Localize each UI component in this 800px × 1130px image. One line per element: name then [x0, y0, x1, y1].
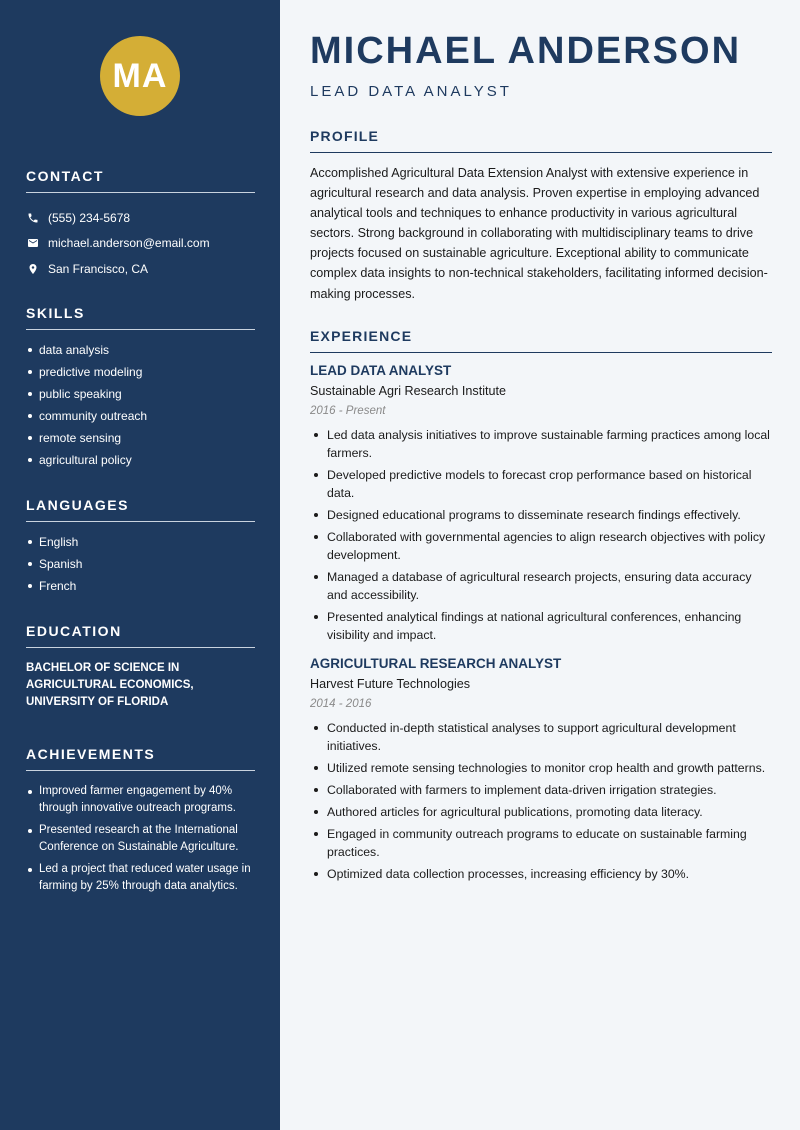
job-bullets: [310, 426, 772, 644]
profile-section: [310, 128, 772, 304]
skills-heading: SKILLS: [26, 305, 255, 330]
job-company: Sustainable Agri Research Institute: [310, 384, 507, 398]
candidate-name: MICHAEL ANDERSON: [310, 30, 742, 72]
contact-phone: [26, 205, 255, 231]
job-bullet: Developed predictive models to forecast crop performance based on historical data.: [310, 466, 772, 502]
languages-list: [26, 534, 255, 600]
achievement-item: Improved farmer engagement by 40% through innovative outreach programs.: [26, 783, 255, 817]
profile-text: Accomplished Agricultural Data Extension Analyst with extensive experience in agricultural research and data analysis. Proven expertise in employing advanced analytical tools and techniques to enhance productivity in various agricultural sectors. Strong background in collaborating with multidisciplinary teams to drive projects focused on sustainable agriculture. Exceptional ability to communicate complex data insights to non-technical stakeholders, facilitating informed decision-making processes.: [310, 166, 768, 301]
job-bullet: Collaborated with governmental agencies to align research objectives with policy development.: [310, 528, 772, 564]
job-dates: 2016 - Present: [310, 405, 386, 417]
job-bullet: Collaborated with farmers to implement data-driven irrigation strategies.: [310, 781, 772, 799]
avatar-initials: MA: [100, 36, 180, 116]
candidate-title: LEAD DATA ANALYST: [310, 83, 512, 100]
experience-section: [310, 328, 772, 887]
skills-list: [26, 342, 255, 474]
contact-heading: CONTACT: [26, 168, 255, 193]
education-heading: EDUCATION: [26, 623, 255, 648]
skill-item: data analysis: [26, 342, 255, 364]
job-bullet: Engaged in community outreach programs to educate on sustainable farming practices.: [310, 825, 772, 861]
job-dates: 2014 - 2016: [310, 698, 372, 710]
job-title: AGRICULTURAL RESEARCH ANALYST: [310, 656, 562, 671]
job-bullet: Authored articles for agricultural publications, promoting data literacy.: [310, 803, 772, 821]
contact-phone-text: (555) 234-5678: [48, 210, 131, 225]
education-section: [26, 623, 255, 711]
email-icon: [26, 236, 40, 250]
job-bullet: Conducted in-depth statistical analyses to support agricultural development initiatives.: [310, 719, 772, 755]
language-item: English: [26, 534, 255, 556]
language-item: Spanish: [26, 556, 255, 578]
job-bullet: Presented analytical findings at national agricultural conferences, enhancing visibility and impact.: [310, 608, 772, 644]
job-bullet: Led data analysis initiatives to improve sustainable farming practices among local farmers.: [310, 426, 772, 462]
job-title: LEAD DATA ANALYST: [310, 363, 452, 378]
job-company: Harvest Future Technologies: [310, 677, 471, 691]
achievements-heading: ACHIEVEMENTS: [26, 746, 255, 771]
job-bullet: Utilized remote sensing technologies to monitor crop health and growth patterns.: [310, 759, 772, 777]
languages-heading: LANGUAGES: [26, 497, 255, 522]
job-entry: [310, 656, 772, 883]
contact-email-text: michael.anderson@email.com: [48, 236, 210, 251]
education-degree: BACHELOR OF SCIENCE IN AGRICULTURAL ECONOMICS, UNIVERSITY OF FLORIDA: [26, 662, 194, 708]
skill-item: community outreach: [26, 408, 255, 430]
job-entry: [310, 363, 772, 644]
contact-location: [26, 256, 255, 282]
achievement-item: Led a project that reduced water usage in farming by 25% through data analytics.: [26, 861, 255, 895]
achievements-section: [26, 746, 255, 900]
experience-heading: EXPERIENCE: [310, 328, 772, 353]
job-bullet: Optimized data collection processes, increasing efficiency by 30%.: [310, 865, 772, 883]
contact-location-text: San Francisco, CA: [48, 261, 149, 276]
skill-item: agricultural policy: [26, 452, 255, 474]
skills-section: [26, 305, 255, 474]
languages-section: [26, 497, 255, 600]
job-bullet: Managed a database of agricultural research projects, ensuring data accuracy and accessibility.: [310, 568, 772, 604]
skill-item: public speaking: [26, 386, 255, 408]
job-bullet: Designed educational programs to disseminate research findings effectively.: [310, 506, 772, 524]
skill-item: predictive modeling: [26, 364, 255, 386]
phone-icon: [26, 211, 40, 225]
profile-heading: PROFILE: [310, 128, 772, 153]
achievements-list: [26, 783, 255, 895]
skill-item: remote sensing: [26, 430, 255, 452]
job-bullets: [310, 719, 772, 883]
location-pin-icon: [26, 262, 40, 276]
language-item: French: [26, 578, 255, 600]
contact-section: [26, 168, 255, 282]
sidebar: [0, 0, 280, 1130]
contact-email: [26, 231, 255, 257]
achievement-item: Presented research at the International Conference on Sustainable Agriculture.: [26, 822, 255, 856]
